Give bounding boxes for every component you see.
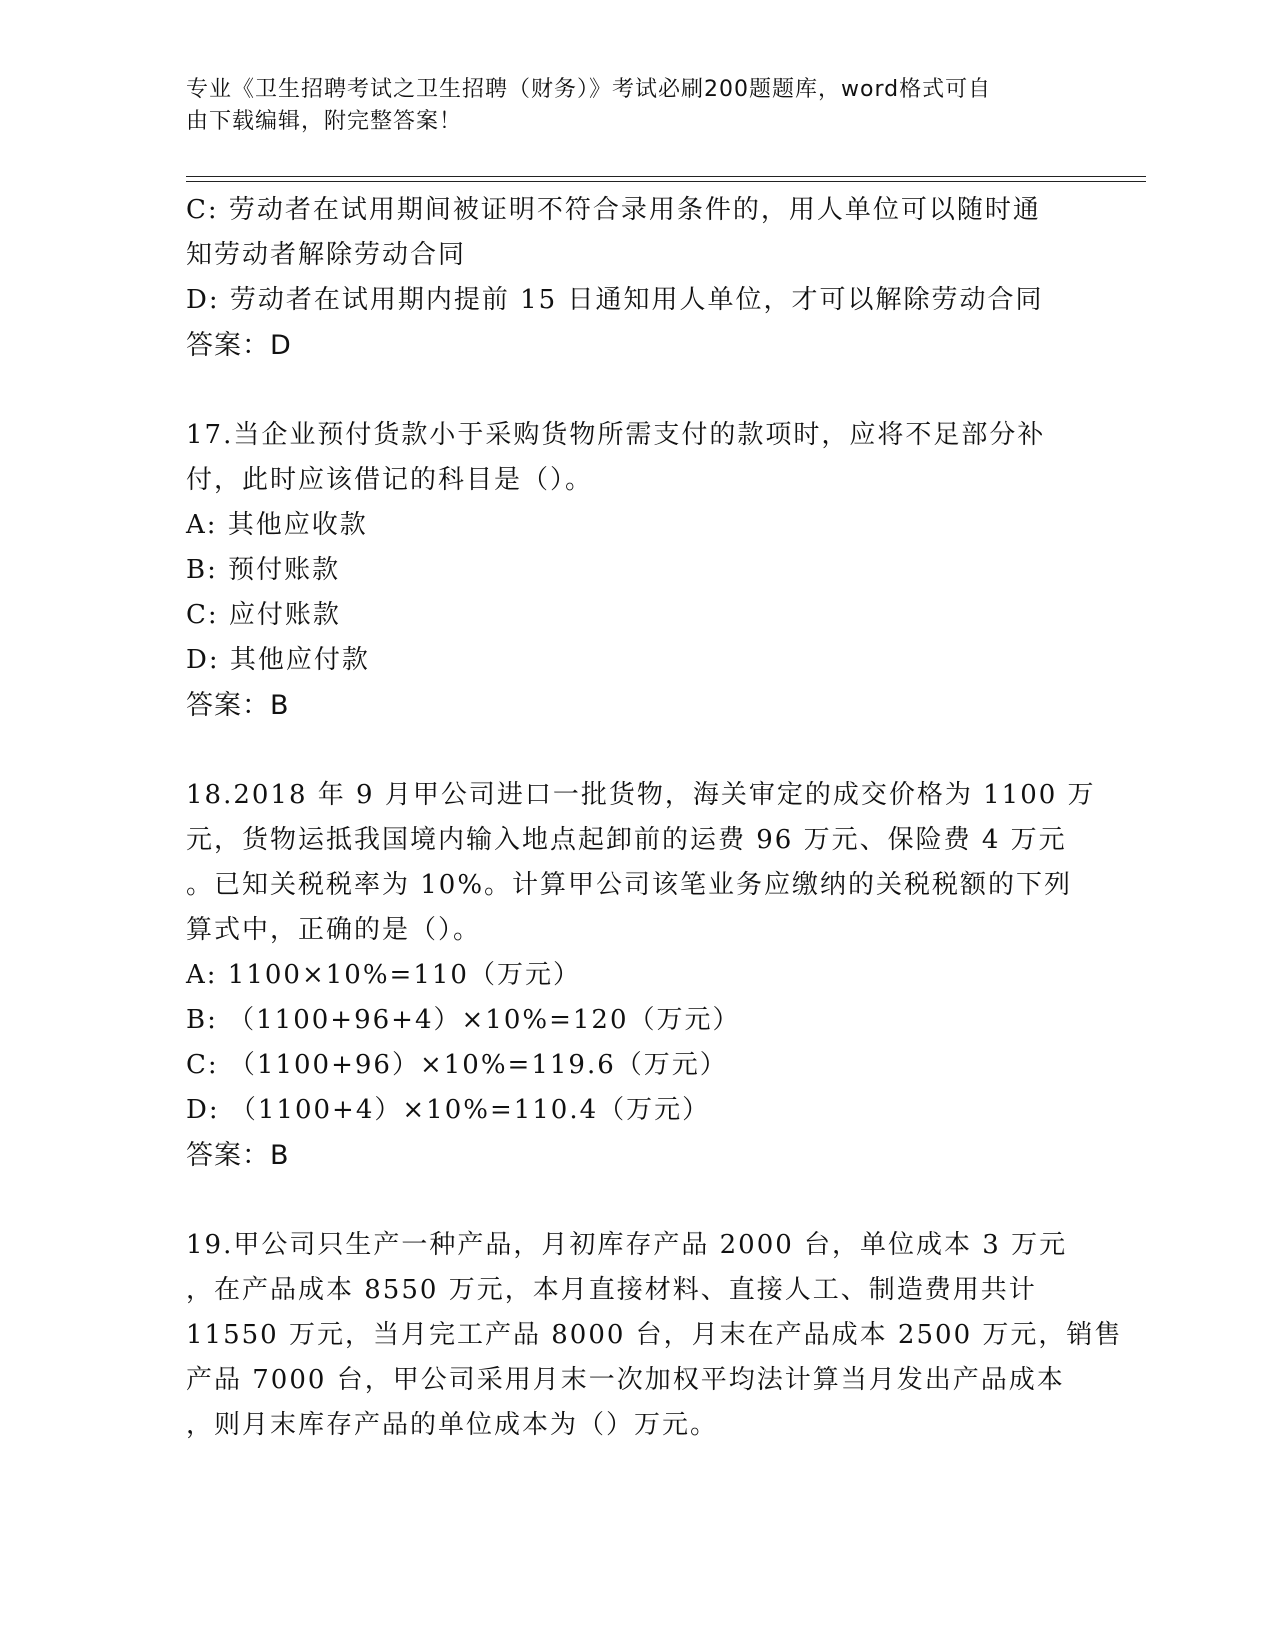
header-divider-thick: [186, 181, 1146, 182]
question-stem-line: 付，此时应该借记的科目是（）。: [186, 465, 594, 495]
option-c: C: 应付账款: [186, 600, 341, 630]
page-header: [186, 74, 1066, 138]
answer-line: 答案：B: [186, 1140, 290, 1171]
question-stem-line: ，则月末库存产品的单位成本为（）万元。: [186, 1410, 719, 1440]
question-stem-line: 11550 万元，当月完工产品 8000 台，月末在产品成本 2500 万元，销售: [186, 1320, 1123, 1350]
question-stem-line: 18.2018 年 9 月甲公司进口一批货物，海关审定的成交价格为 1100 万: [186, 780, 1096, 810]
question-17: [186, 413, 1086, 728]
option-a: A: 1100×10%=110（万元）: [186, 960, 581, 990]
question-18: [186, 773, 1096, 1178]
header-title-line: 专业《卫生招聘考试之卫生招聘（财务）》考试必刷200题题库，word格式可自: [186, 77, 992, 102]
option-line: 知劳动者解除劳动合同: [186, 240, 467, 270]
previous-question-tail: [186, 188, 1086, 368]
header-divider-thin: [186, 176, 1146, 177]
question-stem-line: 17.当企业预付货款小于采购货物所需支付的款项时，应将不足部分补: [186, 420, 1046, 450]
document-body: [186, 188, 1123, 1448]
answer-line: 答案：D: [186, 330, 292, 361]
answer-line: 答案：B: [186, 690, 290, 721]
option-b: B: 预付账款: [186, 555, 341, 585]
option-b: B: （1100+96+4）×10%=120（万元）: [186, 1005, 741, 1035]
question-stem-line: 产品 7000 台，甲公司采用月末一次加权平均法计算当月发出产品成本: [186, 1365, 1065, 1395]
question-stem-line: 元，货物运抵我国境内输入地点起卸前的运费 96 万元、保险费 4 万元: [186, 825, 1067, 855]
option-line: D: 劳动者在试用期内提前 15 日通知用人单位，才可以解除劳动合同: [186, 285, 1044, 315]
question-stem-line: 。已知关税税率为 10%。计算甲公司该笔业务应缴纳的关税税额的下列: [186, 870, 1073, 900]
option-c: C: （1100+96）×10%=119.6（万元）: [186, 1050, 728, 1080]
question-stem-line: 算式中，正确的是（）。: [186, 915, 482, 945]
question-19: [186, 1223, 1123, 1448]
question-stem-line: ，在产品成本 8550 万元，本月直接材料、直接人工、制造费用共计: [186, 1275, 1037, 1305]
option-d: D: （1100+4）×10%=110.4（万元）: [186, 1095, 711, 1125]
option-line: C: 劳动者在试用期间被证明不符合录用条件的，用人单位可以随时通: [186, 195, 1041, 225]
option-d: D: 其他应付款: [186, 645, 370, 675]
question-stem-line: 19.甲公司只生产一种产品，月初库存产品 2000 台，单位成本 3 万元: [186, 1230, 1068, 1260]
header-title-line: 由下载编辑，附完整答案！: [186, 109, 463, 134]
option-a: A: 其他应收款: [186, 510, 368, 540]
